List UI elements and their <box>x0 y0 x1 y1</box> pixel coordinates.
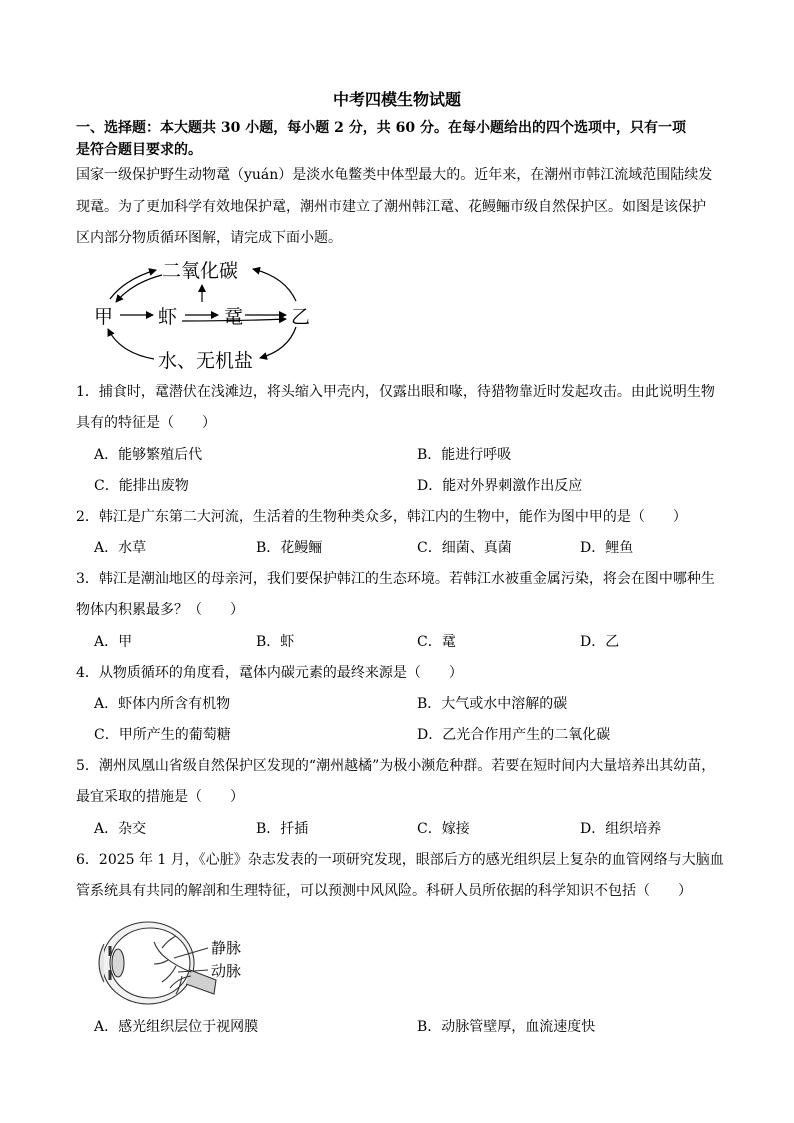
q4-option-b: B．大气或水中溶解的碳 <box>417 696 568 712</box>
section-heading-line2: 是符合题目要求的。 <box>76 142 202 158</box>
q6-stem-line1: 6．2025 年 1 月，《心脏》杂志发表的一项研究发现，眼部后方的感光组织层上复杂的血管网络与大脑血 <box>76 852 724 868</box>
section-heading-line1: 一、选择题：本大题共 30 小题，每小题 2 分，共 60 分。在每小题给出的四个选项中，只有一项 <box>76 120 686 136</box>
eye-diagram <box>96 918 276 1008</box>
q3-stem-line2: 物体内积累最多？（ ） <box>76 602 244 618</box>
q5-option-c: C．嫁接 <box>417 821 470 837</box>
q3-option-c: C．鼋 <box>417 634 456 650</box>
q5-option-b: B．扦插 <box>256 821 309 837</box>
q3-option-a: A．甲 <box>94 634 133 650</box>
q6-stem-line2: 管系统具有共同的解剖和生理特征，可以预测中风风险。科研人员所依据的科学知识不包括（ ） <box>76 883 692 899</box>
q1-option-b: B．能进行呼吸 <box>417 447 512 463</box>
q5-option-a: A．杂交 <box>94 821 147 837</box>
q3-stem-line1: 3．韩江是潮汕地区的母亲河，我们要保护韩江的生态环境。若韩江水被重金属污染，将会在图中哪种生 <box>76 571 715 587</box>
q6-option-b: B．动脉管壁厚，血流速度快 <box>417 1019 596 1035</box>
q3-option-b: B．虾 <box>256 634 295 650</box>
diagram-label-xia: 虾 <box>158 306 178 328</box>
diagram-label-water-salts: 水、无机盐 <box>158 350 254 372</box>
material-cycle-diagram <box>90 255 330 373</box>
q4-option-c: C．甲所产生的葡萄糖 <box>94 727 231 743</box>
q4-option-a: A．虾体内所含有机物 <box>94 696 231 712</box>
q5-stem-line1: 5．潮州凤凰山省级自然保护区发现的“潮州越橘”为极小濒危种群。若要在短时间内大量培养出其幼苗， <box>76 758 716 774</box>
intro-line3: 区内部分物质循环图解，请完成下面小题。 <box>76 230 342 246</box>
q1-option-a: A．能够繁殖后代 <box>94 447 203 463</box>
q2-option-c: C．细菌、真菌 <box>417 540 512 556</box>
q2-option-b: B．花鳗鲡 <box>256 540 323 556</box>
intro-line2: 现鼋。为了更加科学有效地保护鼋，潮州市建立了潮州韩江鼋、花鳗鲡市级自然保护区。如图是该保护 <box>76 199 706 215</box>
q1-option-c: C．能排出废物 <box>94 478 189 494</box>
q4-stem-line1: 4．从物质循环的角度看，鼋体内碳元素的最终来源是（ ） <box>76 665 463 681</box>
intro-line1: 国家一级保护野生动物鼋（yuán）是淡水龟鳖类中体型最大的。近年来，在潮州市韩江流域范围陆续发 <box>76 167 713 183</box>
q5-option-d: D．组织培养 <box>580 821 662 837</box>
q2-stem-line1: 2．韩江是广东第二大河流，生活着的生物种类众多，韩江内的生物中，能作为图中甲的是（ ） <box>76 509 687 525</box>
q1-stem-line1: 1．捕食时，鼋潜伏在浅滩边，将头缩入甲壳内，仅露出眼和喙，待猎物靠近时发起攻击。由此说明生物 <box>76 384 715 400</box>
page-title: 中考四模生物试题 <box>332 90 461 109</box>
eye-label-artery: 动脉 <box>211 962 242 980</box>
eye-label-vein: 静脉 <box>211 939 242 957</box>
q1-option-d: D．能对外界刺激作出反应 <box>417 478 583 494</box>
diagram-label-jia: 甲 <box>94 306 114 328</box>
q2-option-d: D．鲤鱼 <box>580 540 634 556</box>
q2-option-a: A．水草 <box>94 540 147 556</box>
q4-option-d: D．乙光合作用产生的二氧化碳 <box>417 727 611 743</box>
diagram-label-co2: 二氧化碳 <box>162 260 239 282</box>
q6-option-a: A．感光组织层位于视网膜 <box>94 1019 259 1035</box>
q3-option-d: D．乙 <box>580 634 620 650</box>
q1-stem-line2: 具有的特征是（ ） <box>76 415 216 431</box>
diagram-label-yuan: 鼋 <box>224 306 244 328</box>
q5-stem-line2: 最宜采取的措施是（ ） <box>76 789 244 805</box>
diagram-label-yi: 乙 <box>291 306 311 328</box>
